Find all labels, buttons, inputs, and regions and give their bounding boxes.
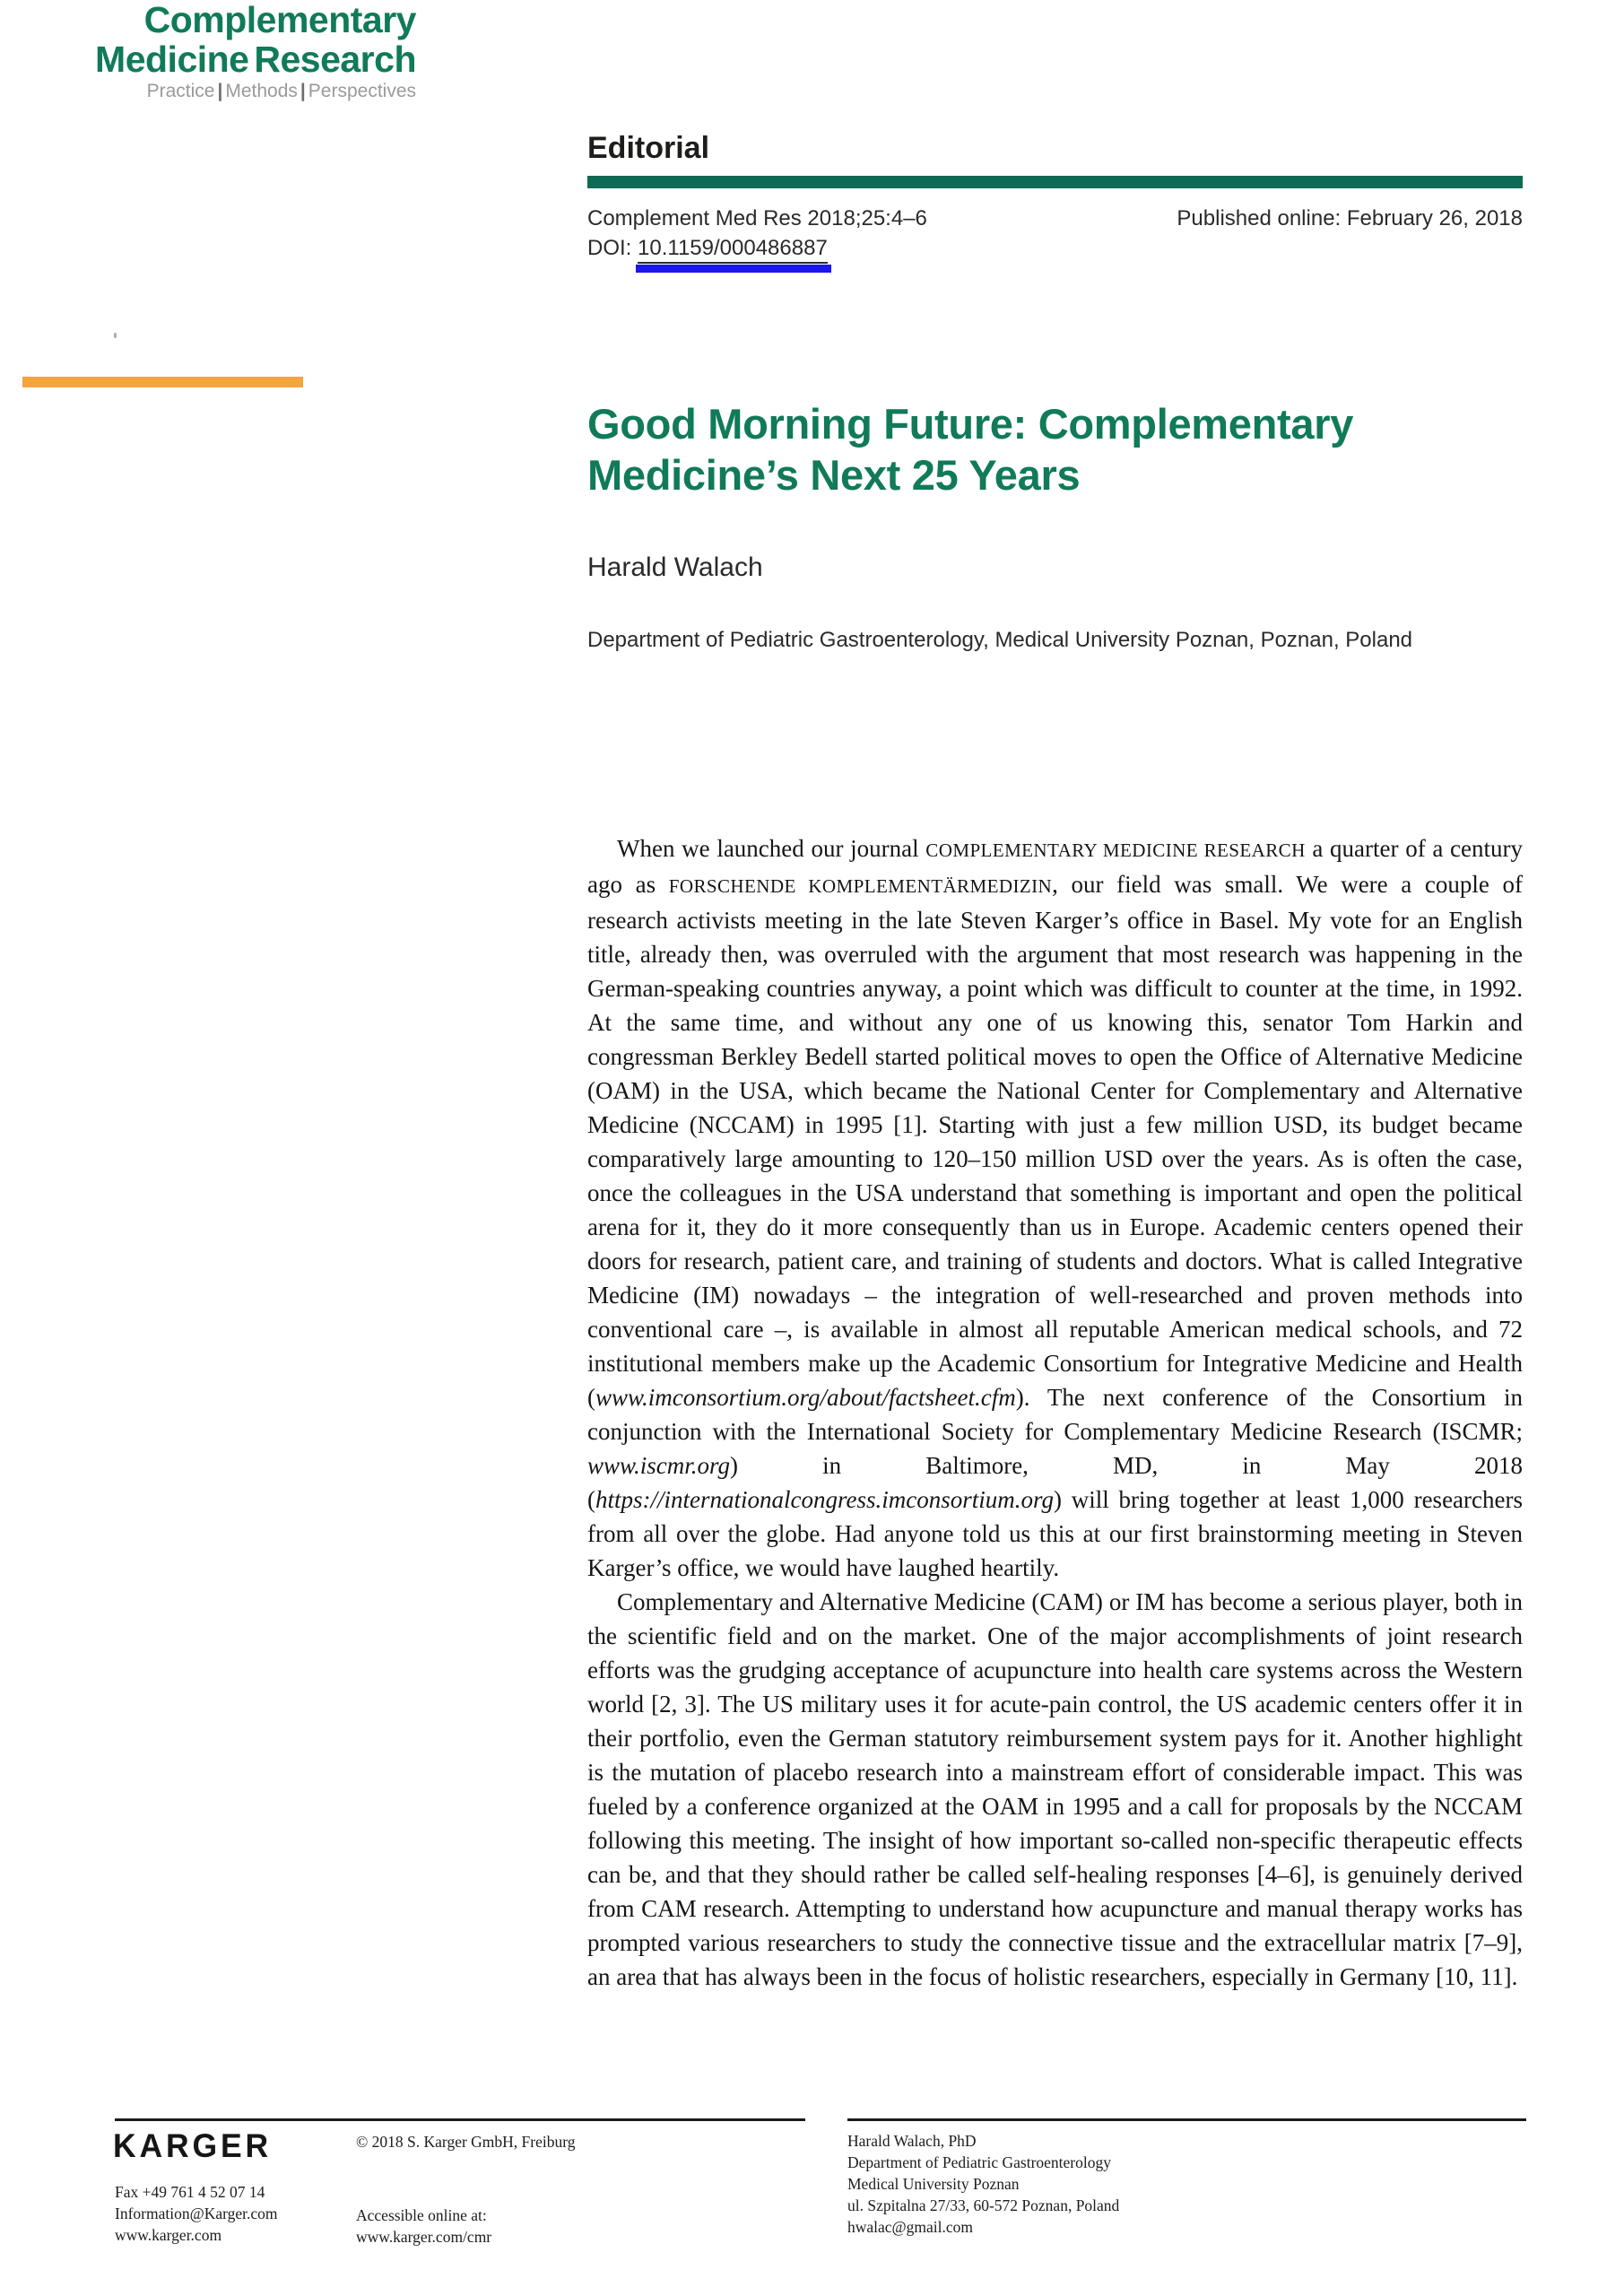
section-label: Editorial [587, 131, 710, 165]
article-title [587, 398, 1523, 500]
doi-label: DOI: [587, 236, 638, 260]
article-body [587, 831, 1523, 1994]
green-divider-bar [587, 176, 1523, 188]
paragraph [587, 831, 1523, 1585]
correspondence-line: ul. Szpitalna 27/33, 60-572 Poznan, Poland [847, 2196, 1120, 2214]
correspondence-line: Harald Walach, PhD [847, 2132, 977, 2150]
journal-name-smallcaps: FORSCHENDE KOMPLEMENTÄRMEDIZIN [668, 875, 1053, 897]
text-run: a quarter of a century ago as [587, 835, 1523, 898]
text-run: , our field was small. We were a couple of research activists meeting in the late Steven Karger’s office in Basel. My vote for an English title, already then, was overruled with the argument that most research was happening in the German-speaking countries anyway, a point which was difficult to counter at the time, in 1992. At the same time, and without any one of us knowing this, senator Tom Harkin and congressman Berkley Bedell started political moves to open the Office of Alternative Medicine (OAM) in the USA, which became the National Center for Complementary and Alternative Medicine (NCCAM) in 1995 [1]. Starting with just a few million USD, its budget became comparatively large amounting to 120–150 million USD over the years. As is often the case, once the colleagues in the USA understand that something is important and open the political arena for it, they do it more consequently than us in Europe. Academic centers opened their doors for research, patient care, and training of students and doctors. What is called Integrative Medicine (IM) nowadays – the integration of well-researched and proven methods into conventional care –, is available in almost all reputable American medical schools, and 72 institutional members make up the Academic Consortium for Integrative Medicine and Health ( [587, 871, 1523, 1411]
journal-name-line1: Complementary [143, 0, 416, 40]
accessible-online-block [356, 2205, 491, 2248]
citation-row [587, 206, 1523, 231]
publisher-email: Information@Karger.com [115, 2205, 278, 2222]
publisher-logo: KARGER [113, 2127, 272, 2164]
author-affiliation: Department of Pediatric Gastroenterology, Medical University Poznan, Poznan, Poland [587, 628, 1413, 652]
stray-mark [114, 333, 117, 338]
text-run: When we launched our journal [617, 835, 926, 862]
publisher-fax: Fax +49 761 4 52 07 14 [115, 2183, 265, 2201]
doi-link[interactable]: 10.1159/000486887 [638, 236, 828, 264]
tagline-separator: | [300, 81, 306, 101]
text-run: Complementary and Alternative Medicine (CAM) or IM has become a serious player, both in the scientific field and on the market. One of the major accomplishments of joint research efforts was the grudging acceptance of acupuncture into health care systems across the Western world [2, 3]. The US military uses it for acute-pain control, the US academic centers offer it in their portfolio, even the German statutory reimbursement system pays for it. Another highlight is the mutation of placebo research into a mainstream effort of considerable impact. This was fueled by a conference organized at the OAM in 1995 and a call for proposals by the NCCAM following this meeting. The insight of how important so-called non-specific therapeutic effects can be, and that they should rather be called self-healing responses [4–6], is genuinely derived from CAM research. Attempting to understand how acupuncture and manual therapy works has prompted various researchers to study the connective tissue and the extracellular matrix [7–9], an area that has always been in the focus of holistic researchers, especially in Germany [10, 11]. [587, 1588, 1523, 1990]
text-run: ) will bring together at least 1,000 researchers from all over the globe. Had anyone told us this at our first brainstorming meeting in Steven Karger’s office, we would have laughed heartily. [587, 1486, 1523, 1581]
accessible-online-url: www.karger.com/cmr [356, 2228, 492, 2246]
text-run: ) in Baltimore, MD, in May 2018 ( [587, 1452, 1523, 1513]
tagline-item: Perspectives [308, 81, 416, 101]
citation-text: Complement Med Res 2018;25:4–6 [587, 206, 927, 230]
correspondence-address [847, 2130, 1119, 2238]
inline-url: https://internationalcongress.imconsortium.org [595, 1486, 1054, 1513]
accessible-online-label: Accessible online at: [356, 2206, 487, 2224]
doi-row [587, 236, 828, 264]
orange-accent-bar [22, 377, 303, 387]
published-online-text: Published online: February 26, 2018 [1177, 206, 1523, 230]
journal-logo [0, 0, 416, 102]
correspondence-line: Department of Pediatric Gastroenterology [847, 2153, 1111, 2171]
journal-name-smallcaps: COMPLEMENTARY MEDICINE RESEARCH [925, 839, 1306, 861]
footer-rule-left [115, 2118, 805, 2121]
publisher-contact [115, 2181, 278, 2246]
journal-tagline [0, 81, 416, 102]
publisher-website: www.karger.com [115, 2226, 222, 2244]
author-name: Harald Walach [587, 552, 763, 582]
text-run: ). The next conference of the Consortium in conjunction with the International Society for Complementary Medicine Research (ISCMR; [587, 1384, 1523, 1445]
paragraph [587, 1585, 1523, 1994]
footer-rule-right [847, 2118, 1526, 2121]
correspondence-line: Medical University Poznan [847, 2175, 1020, 2193]
inline-url: www.imconsortium.org/about/factsheet.cfm [595, 1384, 1016, 1411]
journal-name-line2: Medicine Research [95, 39, 416, 80]
copyright-notice: © 2018 S. Karger GmbH, Freiburg [356, 2133, 576, 2151]
article-title-line2: Medicine’s Next 25 Years [587, 451, 1081, 499]
tagline-separator: | [217, 81, 223, 101]
tagline-item: Methods [225, 81, 298, 101]
article-title-line1: Good Morning Future: Complementary [587, 400, 1354, 448]
inline-url: www.iscmr.org [587, 1452, 731, 1479]
tagline-item: Practice [146, 81, 215, 101]
correspondence-line: hwalac@gmail.com [847, 2218, 974, 2236]
